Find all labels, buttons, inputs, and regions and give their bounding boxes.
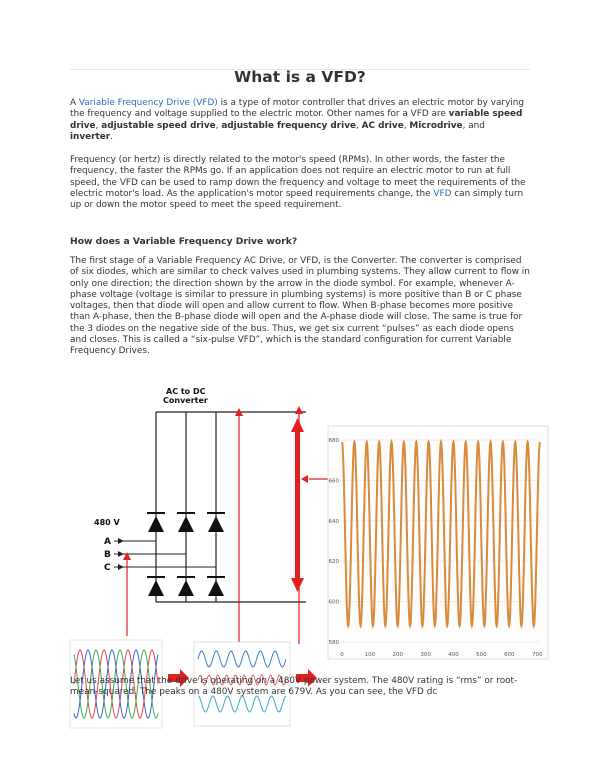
phase-lines	[114, 541, 216, 567]
closing-paragraph: Let us assume that the drive is operating on a 480V power system. The 480V rating is “rms” or root-mean-squared. The peaks on a 480V system are 679V. As you can see, the VFD dc	[70, 676, 518, 698]
document-page	[70, 68, 543, 708]
chart-y-tick-label: 680	[328, 438, 339, 445]
vfd-link-2[interactable]: VFD	[433, 188, 452, 199]
chart-y-tick-label: 620	[328, 559, 339, 566]
diode-a-top-icon	[148, 516, 164, 532]
voltage-label: 480 V	[94, 518, 120, 527]
chart-x-tick-label: 600	[504, 652, 515, 658]
diode-a-bottom-icon	[148, 580, 164, 596]
phase-c-label: C	[104, 563, 111, 573]
chart-x-tick-label: 200	[392, 652, 404, 658]
phase-a-label: A	[104, 537, 111, 547]
vfd-link[interactable]: Variable Frequency Drive (VFD)	[78, 98, 218, 108]
page-title: What is a VFD?	[234, 68, 366, 86]
converter-label-1: AC to DC	[166, 387, 206, 396]
chart-y-tick-label: 600	[328, 599, 339, 606]
vfd-converter-diagram	[70, 384, 543, 676]
chart-x-tick-label: 700	[531, 652, 543, 658]
chart-x-tick-label: 100	[364, 652, 376, 658]
dc-voltage-arrow	[291, 418, 304, 592]
chart-x-tick-label: 0	[340, 652, 344, 658]
frequency-paragraph: Frequency (or hertz) is directly related to the motor's speed (RPMs). In other words, the faster the frequency, the faster the RPMs go. If an application does not require an electric motor to run at full speed, the VFD can be used to ramp down the frequency and voltage to meet the requirements of the electric motor's load. As the application's motor speed requirements change, the VFD can simply turn up or down the motor speed to meet the speed requirement.	[70, 155, 526, 211]
section-heading: How does a Variable Frequency Drive work?	[70, 236, 298, 247]
diode-c-top-icon	[208, 516, 224, 532]
chart-x-tick-label: 400	[448, 652, 459, 658]
intro-paragraph: A Variable Frequency Drive (VFD) is a type of motor controller that drives an electric motor by varying the frequency and voltage supplied to the electric motor. Other names for a VFD are variable speed drive, adjustable speed drive, adjustable frequency drive, AC drive, Microdrive, and inverter.	[70, 98, 525, 142]
converter-paragraph: The first stage of a Variable Frequency AC Drive, or VFD, is the Converter. The converter is comprised of six diodes, which are similar to check valves used in plumbing systems. They allow current to flow in only one direction; the direction shown by the arrow in the diode symbol. For example, whenever A-phase voltage (voltage is similar to pressure in plumbing systems) is more positive than B or C phase voltages, then that diode will open and allow current to flow. When B-phase becomes more positive than A-phase, then the B-phase diode will open and the A-phase diode will close. The same is true for the 3 diodes on the negative side of the bus. Thus, we get six current “pulses” as each diode opens and closes. This is called a “six-pulse VFD”, which is the standard configuration for current Variable Frequency Drives.	[70, 256, 530, 357]
diode-c-bottom-icon	[208, 580, 224, 596]
dc-bus	[156, 412, 306, 602]
phase-b-label: B	[104, 550, 111, 560]
dc-bus-ripple-chart	[328, 426, 548, 659]
diode-b-bottom-icon	[178, 580, 194, 596]
converter-label-2: Converter	[163, 396, 208, 405]
chart-x-tick-label: 500	[476, 652, 487, 658]
chart-y-tick-label: 580	[328, 639, 339, 646]
diode-b-top-icon	[178, 516, 194, 532]
chart-x-tick-label: 300	[420, 652, 431, 658]
chart-y-tick-label: 640	[328, 518, 339, 525]
chart-y-tick-label: 660	[328, 478, 339, 485]
